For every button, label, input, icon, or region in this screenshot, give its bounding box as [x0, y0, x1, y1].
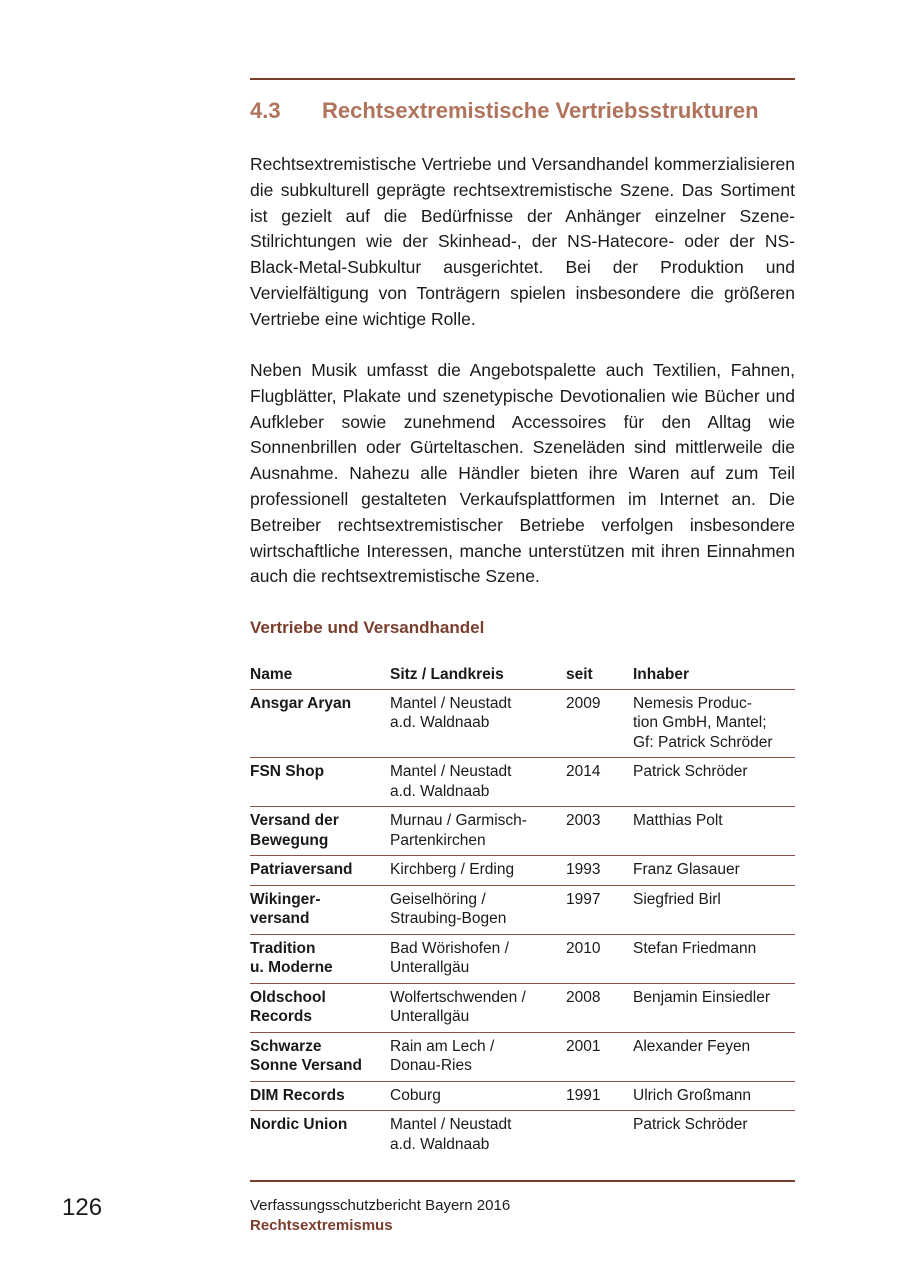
table-header-row	[250, 660, 795, 689]
cell-seit: 2008	[566, 983, 633, 1032]
cell-inhaber: Franz Glasauer	[633, 856, 795, 886]
cell-name: FSN Shop	[250, 758, 390, 807]
header-seit: seit	[566, 660, 633, 689]
cell-name: Versand der Bewegung	[250, 807, 390, 856]
page-number: 126	[62, 1194, 103, 1221]
cell-name: Oldschool Records	[250, 983, 390, 1032]
cell-name: Tradition u. Moderne	[250, 934, 390, 983]
header-rule	[250, 78, 795, 80]
cell-inhaber: Siegfried Birl	[633, 885, 795, 934]
cell-seit: 2009	[566, 689, 633, 758]
cell-inhaber: Stefan Friedmann	[633, 934, 795, 983]
cell-sitz: Geiselhöring / Straubing-Bogen	[390, 885, 566, 934]
cell-sitz: Rain am Lech / Donau-Ries	[390, 1032, 566, 1081]
cell-inhaber: Nemesis Produc- tion GmbH, Mantel; Gf: Patrick Schröder	[633, 689, 795, 758]
cell-sitz: Bad Wörishofen / Unterallgäu	[390, 934, 566, 983]
table-title: Vertriebe und Versandhandel	[250, 618, 485, 637]
paragraph-1: Rechtsextremistische Vertriebe und Versandhandel kommerzialisieren die subkulturell geprägte rechtsextremistische Szene. Das Sortiment ist gezielt auf die Bedürfnisse der Anhänger einzelner Szene-Stilrichtungen wie der Skinhead-, der NS-Hatecore- oder der NS-Black-Metal-Subkultur ausgerichtet. Bei der Produktion und Vervielfältigung von Tonträgern spielen insbesondere die größeren Vertriebe eine wichtige Rolle.	[250, 154, 795, 329]
cell-inhaber: Alexander Feyen	[633, 1032, 795, 1081]
table-row	[250, 934, 795, 983]
cell-inhaber: Patrick Schröder	[633, 758, 795, 807]
cell-sitz: Wolfertschwenden / Unterallgäu	[390, 983, 566, 1032]
table-row	[250, 807, 795, 856]
cell-sitz: Coburg	[390, 1081, 566, 1111]
cell-inhaber: Patrick Schröder	[633, 1116, 748, 1133]
header-sitz: Sitz / Landkreis	[390, 660, 566, 689]
footer-publication: Verfassungsschutzbericht Bayern 2016	[250, 1197, 511, 1214]
table-row	[250, 689, 795, 758]
section-number: 4.3	[250, 98, 281, 123]
table-row	[250, 1111, 795, 1160]
cell-seit: 2010	[566, 934, 633, 983]
cell-name: Schwarze Sonne Versand	[250, 1032, 390, 1081]
cell-seit: 1993	[566, 856, 633, 886]
cell-name: Patriaversand	[250, 856, 390, 886]
cell-sitz: Mantel / Neustadt a.d. Waldnaab	[390, 689, 566, 758]
vertriebe-table	[250, 660, 795, 1159]
cell-seit: 2003	[566, 807, 633, 856]
cell-sitz: Kirchberg / Erding	[390, 856, 566, 886]
cell-seit: 1997	[566, 885, 633, 934]
table-row	[250, 758, 795, 807]
cell-name: DIM Records	[250, 1081, 390, 1111]
cell-seit	[566, 1111, 633, 1160]
section-heading	[250, 98, 810, 124]
cell-seit: 1991	[566, 1081, 633, 1111]
cell-seit: 2001	[566, 1032, 633, 1081]
footer-rule	[250, 1180, 795, 1182]
cell-inhaber: Benjamin Einsiedler	[633, 983, 795, 1032]
section-title: Rechtsextremistische Vertriebsstrukturen	[322, 98, 759, 123]
table-row	[250, 1081, 795, 1111]
cell-seit: 2014	[566, 758, 633, 807]
cell-inhaber: Ulrich Großmann	[633, 1081, 795, 1111]
header-inhaber: Inhaber	[633, 660, 795, 689]
cell-sitz: Mantel / Neustadt a.d. Waldnaab	[390, 1116, 512, 1153]
cell-sitz: Murnau / Garmisch- Partenkirchen	[390, 807, 566, 856]
header-name: Name	[250, 660, 390, 689]
footer-chapter: Rechtsextremismus	[250, 1217, 393, 1234]
table-row	[250, 983, 795, 1032]
table-row	[250, 856, 795, 886]
cell-name: Ansgar Aryan	[250, 689, 390, 758]
cell-inhaber: Matthias Polt	[633, 807, 795, 856]
paragraph-2: Neben Musik umfasst die Angebotspalette auch Textilien, Fahnen, Flugblätter, Plakate und szenetypische Devotionalien wie Bücher und Aufkleber sowie zunehmend Accessoires für den Alltag wie Sonnenbrillen oder Gürteltaschen. Szeneläden sind mittlerweile die Ausnahme. Nahezu alle Händler bieten ihre Waren auf zum Teil professionell gestalteten Verkaufsplattformen im Internet an. Die Betreiber rechtsextremistischer Betriebe verfolgen insbesondere wirtschaftliche Interessen, manche unterstützen mit ihren Einnahmen auch die rechtsextremistische Szene.	[250, 360, 795, 587]
cell-sitz: Mantel / Neustadt a.d. Waldnaab	[390, 758, 566, 807]
cell-name: Nordic Union	[250, 1116, 348, 1133]
table-row	[250, 885, 795, 934]
cell-name: Wikinger- versand	[250, 885, 390, 934]
table-row	[250, 1032, 795, 1081]
